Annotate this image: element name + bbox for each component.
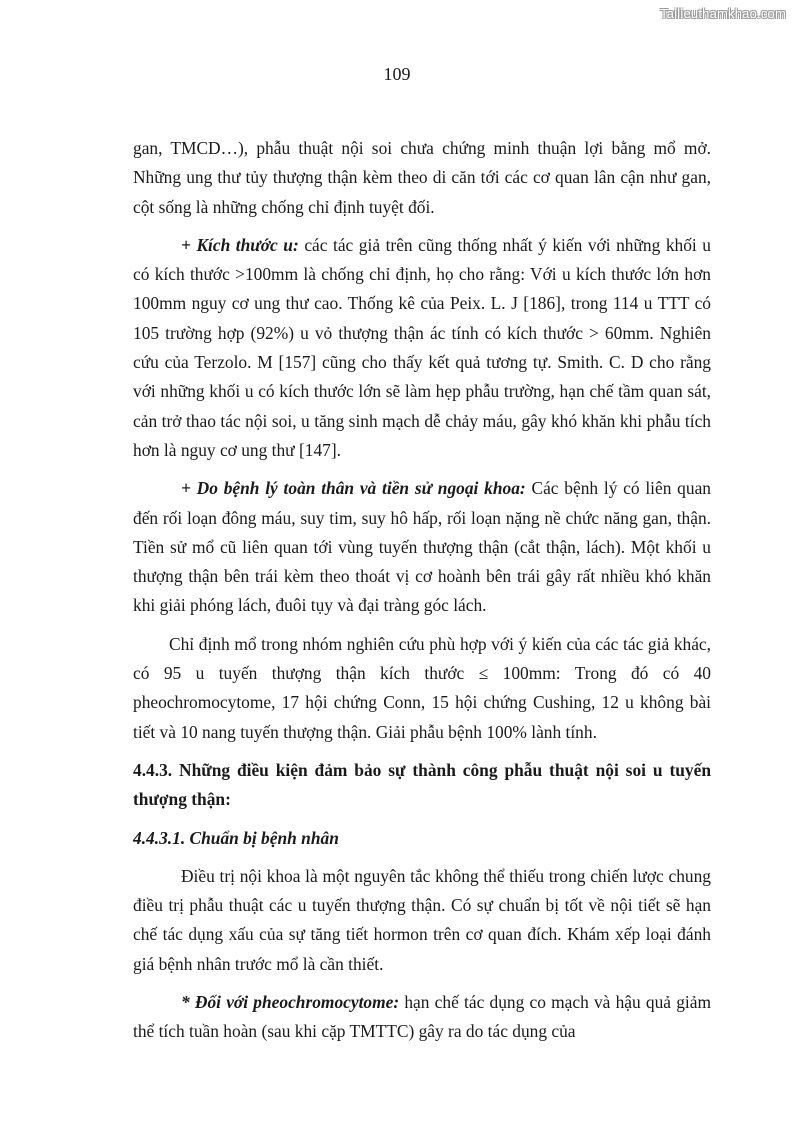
paragraph-lead: + Kích thước u: (181, 234, 299, 255)
paragraph-pheochromocytome (133, 988, 711, 1047)
paragraph-contraindications: gan, TMCD…), phẫu thuật nội soi chưa chứng minh thuận lợi bằng mổ mở. Những ung thư tủy thượng thận kèm theo di căn tới các cơ quan lân cận như gan, cột sống là những chống chỉ định tuyệt đối. (133, 138, 711, 217)
subsection-heading: 4.4.3.1. Chuẩn bị bệnh nhân (133, 827, 339, 848)
paragraph-patient-prep: Điều trị nội khoa là một nguyên tắc không thể thiếu trong chiến lược chung điều trị phẫu thuật các u tuyến thượng thận. Có sự chuẩn bị tốt về nội tiết sẽ hạn chế tác dụng xấu của sự tăng tiết hormon trên cơ quan đích. Khám xếp loại đánh giá bệnh nhân trước mổ là cần thiết. (133, 865, 711, 974)
watermark: Tailieuthamkhao.com (660, 6, 786, 21)
paragraph-text: hạn chế tác dụng co mạch và hậu quả giảm thể tích tuần hoàn (sau khi cặp TMTTC) gây ra do tác dụng của (133, 992, 711, 1042)
paragraph-text: các tác giả trên cũng thống nhất ý kiến với những khối u có kích thước >100mm là chống chỉ định, họ cho rằng: Với u kích thước lớn hơn 100mm nguy cơ ung thư cao. Thống kê của Peix. L. J [186], trong 114 u TTT có 105 trường hợp (92%) u vỏ thượng thận ác tính có kích thước > 60mm. Nghiên cứu của Terzolo. M [157] cũng cho thấy kết quả tương tự. Smith. C. D cho rằng với những khối u có kích thước lớn sẽ làm hẹp phẫu trường, hạn chế tầm quan sát, cản trở thao tác nội soi, u tăng sinh mạch dễ chảy máu, gây khó khăn khi phẫu tích hơn là nguy cơ ung thư [147]. (133, 234, 711, 460)
paragraph-indications: Chỉ định mổ trong nhóm nghiên cứu phù hợp với ý kiến của các tác giả khác, có 95 u tuyến thượng thận kích thước ≤ 100mm: Trong đó có 40 pheochromocytome, 17 hội chứng Conn, 15 hội chứng Cushing, 12 u không bài tiết và 10 nang tuyến thượng thận. Giải phẫu bệnh 100% lành tính. (133, 633, 711, 742)
section-heading: 4.4.3. Những điều kiện đảm bảo sự thành công phẫu thuật nội soi u tuyến thượng thận: (133, 759, 711, 810)
paragraph-lead: + Do bệnh lý toàn thân và tiền sử ngoại khoa: (181, 478, 526, 499)
paragraph-lead: * Đối với pheochromocytome: (181, 992, 400, 1013)
paragraph-systemic-disease (133, 474, 711, 620)
document-body (133, 134, 711, 1056)
paragraph-text: Các bệnh lý có liên quan đến rối loạn đông máu, suy tim, suy hô hấp, rối loạn nặng nề chức năng gan, thận. Tiền sử mổ cũ liên quan tới vùng tuyến thượng thận (cắt thận, lách). Một khối u thượng thận bên trái kèm theo thoát vị cơ hoành bên trái gây rất nhiều khó khăn khi giải phóng lách, đuôi tụy và đại tràng góc lách. (133, 478, 711, 616)
paragraph-tumor-size (133, 231, 711, 465)
page-number: 109 (383, 64, 411, 84)
